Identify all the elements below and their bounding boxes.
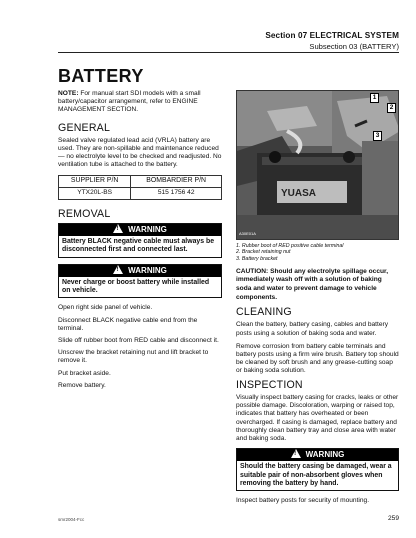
section-title: Section 07 ELECTRICAL SYSTEM (265, 31, 399, 40)
warning-triangle-icon (113, 224, 123, 233)
warning-box-charge (58, 264, 222, 299)
warning-label: WARNING (305, 450, 345, 460)
warning-header (59, 224, 221, 236)
note-text: For manual start SDI models with a small battery/capacitor arrangement, refer to ENGINE MANAGEMENT SECTION. (58, 90, 201, 114)
warning-text: Never charge or boost battery while installed on vehicle. (62, 278, 210, 295)
battery-photo (236, 90, 399, 240)
removal-step: Put bracket aside. (58, 369, 111, 377)
svg-text:YUASA: YUASA (281, 188, 317, 199)
warning-header (237, 449, 398, 461)
supplier-pn: YTX20L-BS (59, 187, 131, 199)
removal-step: Unscrew the bracket retaining nut and lift bracket to remove it. (58, 349, 209, 365)
figure-legend (236, 243, 399, 262)
general-text: Sealed valve regulated lead acid (VRLA) battery are used. They are non-spillable and maintenance reduced — no electrolyte level to be checked and readjusted. No ventilation tube is attached to the battery. (58, 136, 222, 169)
battery-photo-illustration (237, 91, 399, 240)
bombardier-pn: 515 1756 42 (131, 187, 222, 199)
callout-3: 3 (373, 131, 382, 141)
cleaning-text: Clean the battery, battery casing, cables and battery posts using a solution of baking soda and water. (236, 321, 388, 337)
header-rule (58, 52, 399, 53)
warning-box-negative-cable (58, 223, 222, 258)
callout-2: 2 (387, 103, 396, 113)
page-header (0, 0, 416, 60)
left-column (58, 90, 222, 394)
warning-header (59, 265, 221, 277)
part-number-table (58, 175, 222, 200)
warning-text: Should the battery casing be damaged, wear a suitable pair of non-absorbent gloves when removing the battery by hand. (240, 463, 392, 487)
legend-item: 2. Bracket retaining nut (236, 249, 291, 256)
callout-1: 1 (370, 93, 379, 103)
caution (236, 268, 399, 302)
removal-step: Open right side panel of vehicle. (58, 304, 153, 312)
caution-label: CAUTION: (236, 267, 269, 275)
note-label: NOTE: (58, 90, 79, 97)
table-header-supplier: SUPPLIER P/N (59, 175, 131, 187)
legend-item: 3. Battery bracket (236, 255, 278, 262)
warning-box-casing (236, 448, 399, 491)
removal-heading: REMOVAL (58, 207, 111, 220)
inspection-final: Inspect battery posts for security of mounting. (236, 497, 370, 505)
warning-triangle-icon (291, 449, 301, 458)
general-heading: GENERAL (58, 121, 111, 134)
cleaning-heading: CLEANING (236, 306, 292, 319)
warning-label: WARNING (128, 224, 167, 234)
removal-step: Slide off rubber boot from RED cable and disconnect it. (58, 337, 219, 345)
warning-label: WARNING (128, 265, 167, 275)
removal-step: Disconnect BLACK negative cable end from the terminal. (58, 316, 198, 332)
page-title: BATTERY (58, 66, 144, 86)
table-header-bombardier: BOMBARDIER P/N (131, 175, 222, 187)
subsection-title: Subsection 03 (BATTERY) (309, 42, 399, 51)
table-row (59, 187, 222, 199)
footer-doc-code: smr2004-Fcc (58, 517, 85, 522)
right-column (236, 90, 399, 511)
warning-text: Battery BLACK negative cable must always be disconnected first and connected last. (62, 237, 215, 254)
removal-step: Remove battery. (58, 381, 106, 389)
caution-text: Should any electrolyte spillage occur, immediately wash off with a solution of baking soda and water to prevent damage to vehicle components. (236, 267, 389, 301)
warning-triangle-icon (113, 265, 123, 274)
photo-code: A30E01A (239, 230, 256, 236)
inspection-heading: INSPECTION (236, 378, 303, 391)
removal-steps (58, 304, 222, 390)
legend-item: 1. Rubber boot of RED positive cable terminal (236, 243, 344, 249)
inspection-text: Visually inspect battery casing for cracks, leaks or other possible damage. Discoloration, warping or raised top, indicates that battery has overheated or been overcharged. If casing is damaged, replace battery and thoroughly clean battery tray and close area with water and baking soda. (236, 393, 399, 442)
page-number: 259 (387, 515, 399, 522)
note (58, 90, 222, 115)
cleaning-text: Remove corrosion from battery cable terminals and battery posts using a firm wire brush. Battery top should be cleaned by soft brush and any grease-cutting soap or baking soda solution. (236, 342, 399, 375)
